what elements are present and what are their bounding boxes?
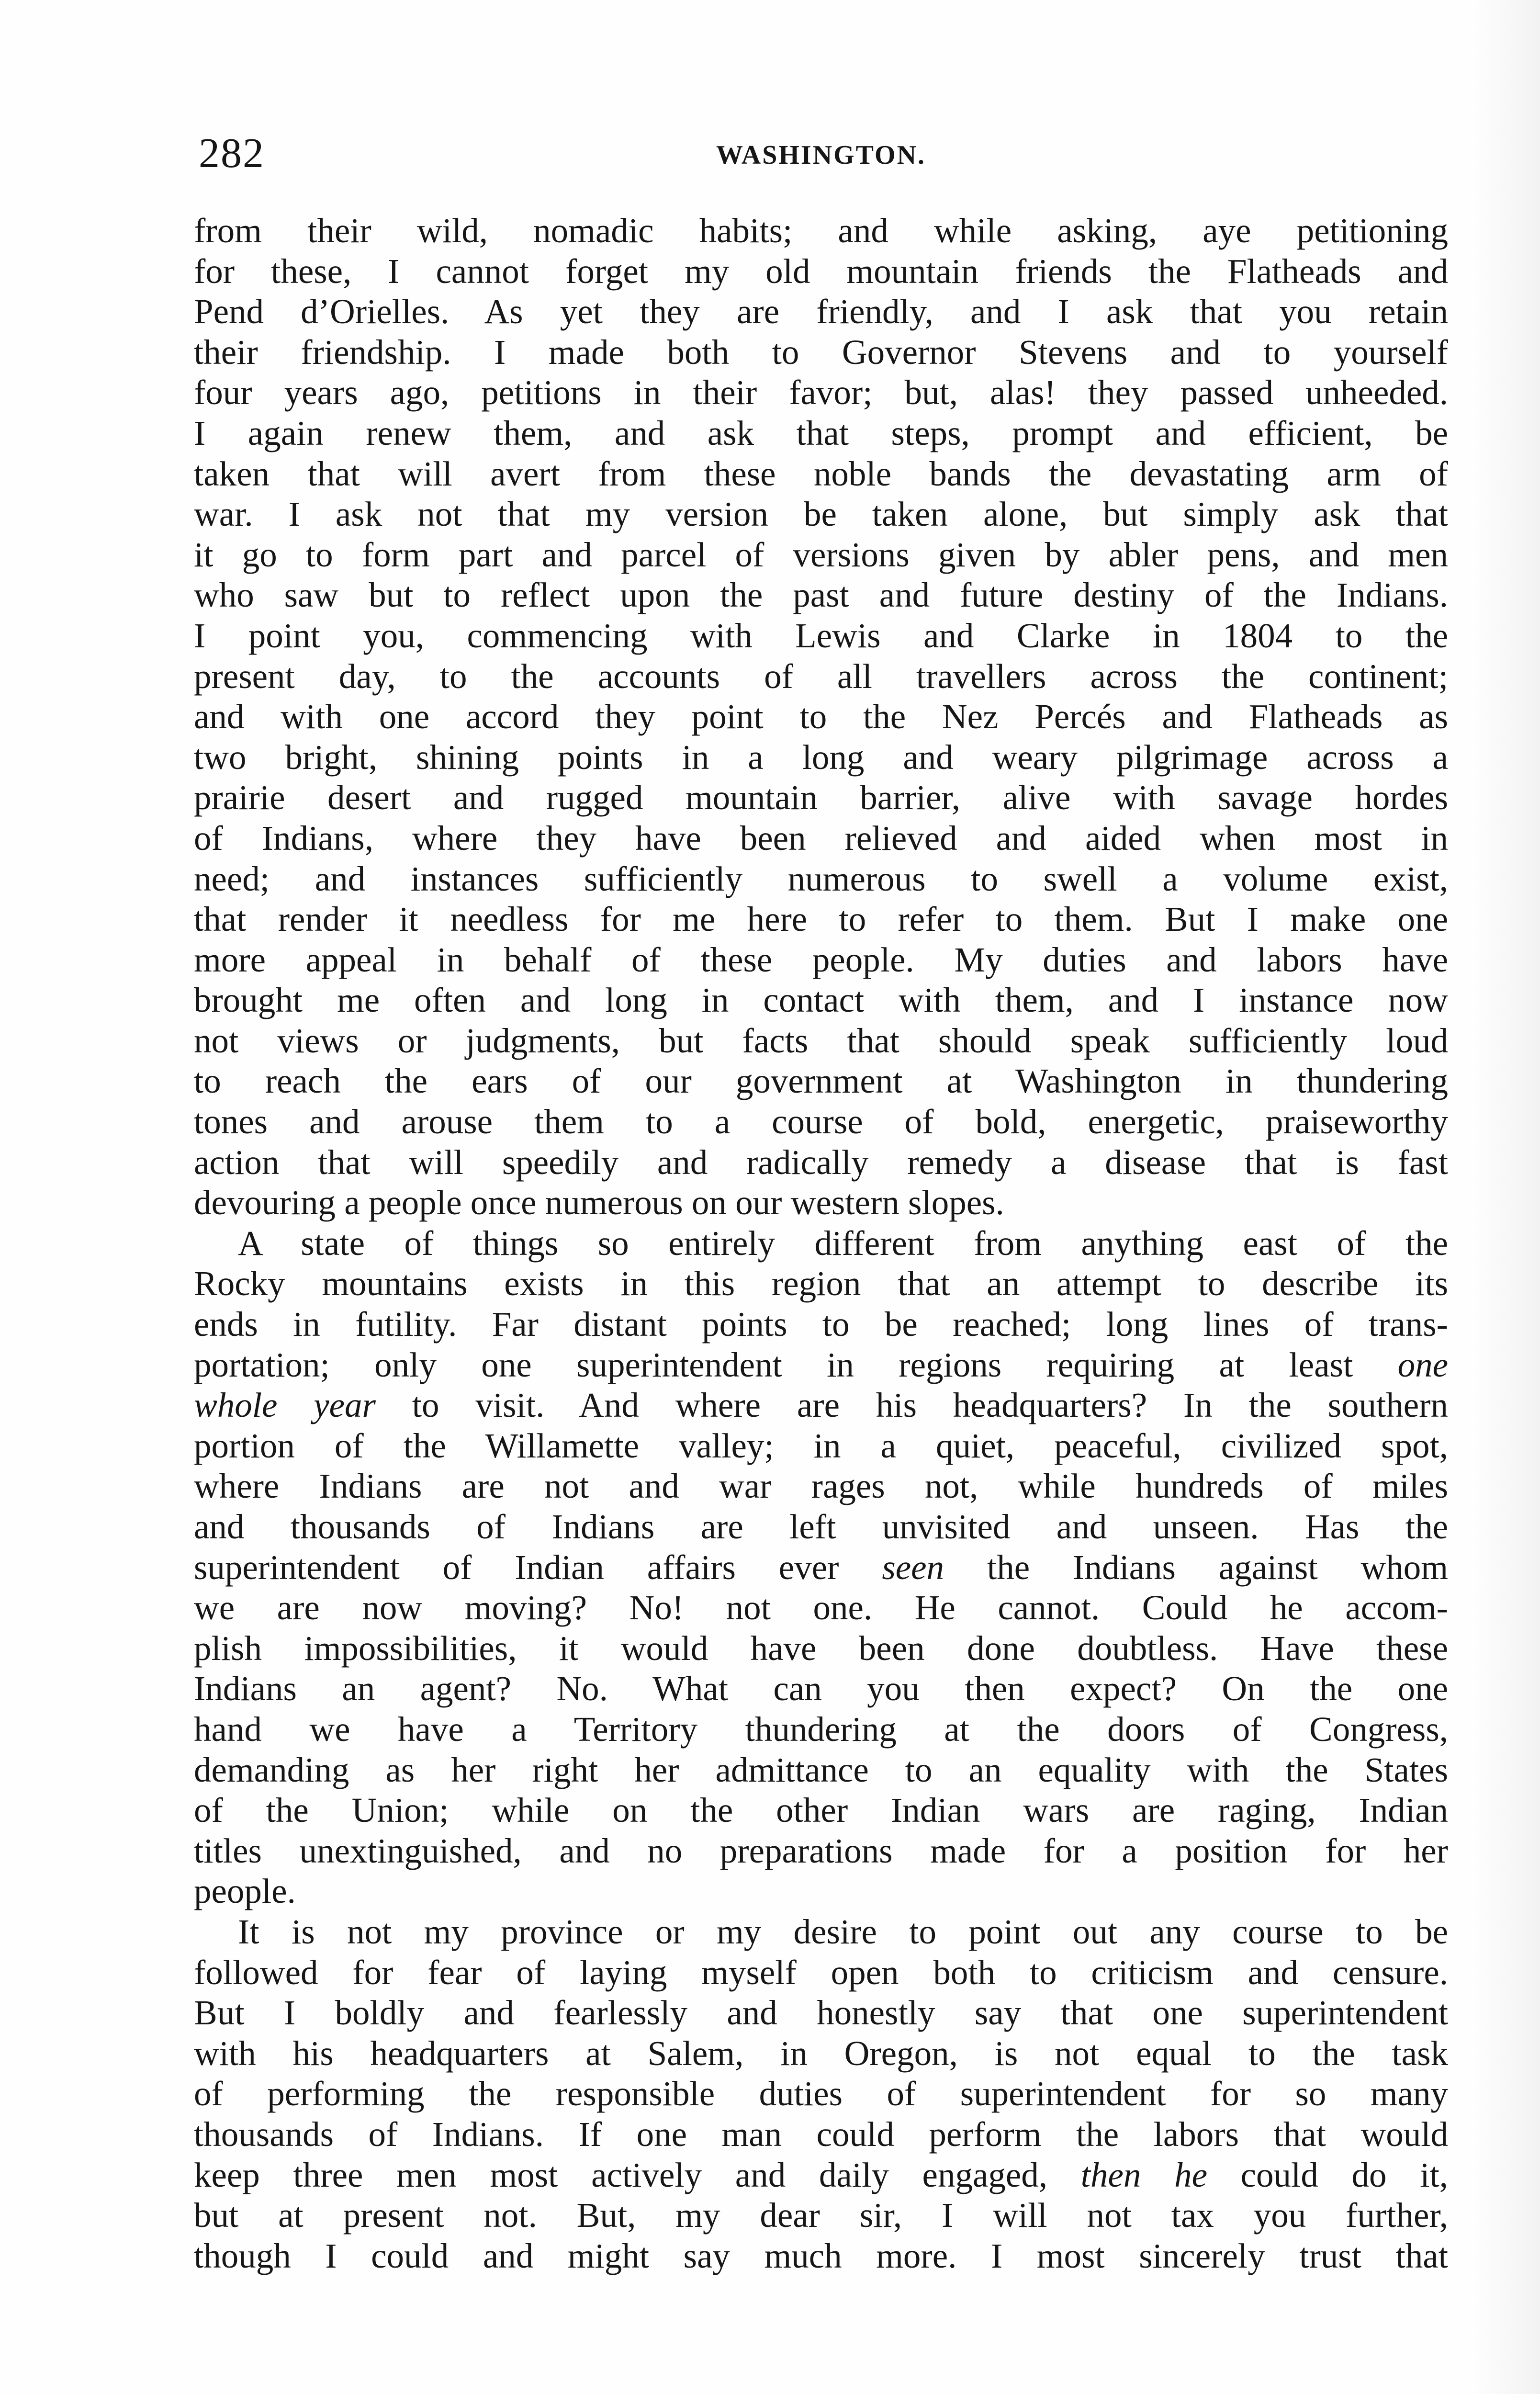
text-line: their friendship. I made both to Governor Stevens and to yourself	[194, 332, 1448, 372]
italic-fragment: then	[1080, 2155, 1141, 2194]
text-line: of Indians, where they have been relieved and aided when most in	[194, 818, 1448, 858]
page-header	[194, 129, 1448, 177]
text-line: thousands of Indians. If one man could perform the labors that would	[194, 2114, 1448, 2154]
italic-fragment: he	[1174, 2155, 1207, 2194]
text-line: for these, I cannot forget my old mountain friends the Flatheads and	[194, 251, 1448, 291]
text-line: brought me often and long in contact with them, and I instance now	[194, 981, 1448, 1020]
italic-fragment: whole year	[194, 1386, 376, 1425]
text-line: from their wild, nomadic habits; and while asking, aye petitioning	[194, 211, 1448, 250]
text-line: that render it needless for me here to refer to them. But I make one	[194, 900, 1448, 939]
text-line: we are now moving? No! not one. He cannot. Could he accom-	[194, 1588, 1448, 1627]
text-line: taken that will avert from these noble bands the devastating arm of	[194, 454, 1448, 493]
text-line: more appeal in behalf of these people. My duties and labors have	[194, 940, 1448, 979]
text-line	[194, 1345, 1448, 1386]
text-line: But I boldly and fearlessly and honestly say that one superintendent	[194, 1993, 1448, 2033]
text-line: present day, to the accounts of all travellers across the continent;	[194, 656, 1448, 696]
text-line: it go to form part and parcel of versions given by abler pens, and men	[194, 535, 1448, 574]
text-fragment: superintendent of Indian affairs ever	[194, 1547, 882, 1587]
text-line: four years ago, petitions in their favor; but, alas! they passed unheeded.	[194, 373, 1448, 412]
text-line: not views or judgments, but facts that should speak sufficiently loud	[194, 1021, 1448, 1060]
text-line: plish impossibilities, it would have been done doubtless. Have these	[194, 1628, 1448, 1668]
text-line: of the Union; while on the other Indian wars are raging, Indian	[194, 1791, 1448, 1830]
text-fragment	[1141, 2156, 1174, 2194]
text-line: to reach the ears of our government at Washington in thundering	[194, 1061, 1448, 1101]
text-line	[194, 1385, 1448, 1426]
page-number: 282	[199, 130, 265, 177]
text-line: two bright, shining points in a long and weary pilgrimage across a	[194, 737, 1448, 777]
text-fragment: the Indians against whom	[944, 1547, 1449, 1587]
text-line: who saw but to reflect upon the past and future destiny of the Indians.	[194, 576, 1448, 615]
text-line	[194, 2155, 1448, 2196]
text-line: I again renew them, and ask that steps, prompt and efficient, be	[194, 413, 1448, 452]
italic-fragment: seen	[882, 1547, 944, 1587]
text-line: where Indians are not and war rages not, while hundreds of miles	[194, 1467, 1448, 1506]
text-line: ends in futility. Far distant points to be reached; long lines of trans-	[194, 1305, 1448, 1344]
text-line: and with one accord they point to the Nez Percés and Flatheads as	[194, 697, 1448, 736]
text-fragment: portation; only one superintendent in regions requiring at least	[194, 1345, 1398, 1384]
text-line: Rocky mountains exists in this region that an attempt to describe its	[194, 1264, 1448, 1303]
text-line: war. I ask not that my version be taken alone, but simply ask that	[194, 495, 1448, 534]
text-line: though I could and might say much more. I most sincerely trust that	[194, 2236, 1448, 2275]
text-line: of performing the responsible duties of superintendent for so many	[194, 2074, 1448, 2113]
text-line: demanding as her right her admittance to an equality with the States	[194, 1750, 1448, 1789]
text-line: prairie desert and rugged mountain barrier, alive with savage hordes	[194, 778, 1448, 817]
text-line: with his headquarters at Salem, in Oregon, is not equal to the task	[194, 2033, 1448, 2073]
paragraph-end-line: people.	[194, 1872, 296, 1911]
text-line: hand we have a Territory thundering at the doors of Congress,	[194, 1709, 1448, 1749]
text-line: Pend d’Orielles. As yet they are friendly, and I ask that you retain	[194, 292, 1448, 331]
text-line	[194, 1547, 1448, 1588]
body-text	[194, 211, 1448, 2276]
italic-fragment: one	[1397, 1345, 1448, 1384]
paragraph-end-line: devouring a people once numerous on our western slopes.	[194, 1183, 1004, 1222]
paragraph-start-line: It is not my province or my desire to point out any course to be	[238, 1912, 1448, 1951]
paragraph-start-line: A state of things so entirely different from anything east of the	[238, 1223, 1448, 1263]
text-line: and thousands of Indians are left unvisited and unseen. Has the	[194, 1507, 1448, 1546]
page-edge-shadow	[1473, 0, 1540, 2394]
text-line: action that will speedily and radically remedy a disease that is fast	[194, 1142, 1448, 1182]
text-line: I point you, commencing with Lewis and Clarke in 1804 to the	[194, 616, 1448, 655]
text-line: need; and instances sufficiently numerous to swell a volume exist,	[194, 859, 1448, 898]
text-line: portion of the Willamette valley; in a quiet, peaceful, civilized spot,	[194, 1426, 1448, 1465]
text-fragment: could do it,	[1207, 2155, 1449, 2194]
running-title: WASHINGTON.	[716, 140, 926, 170]
text-fragment: keep three men most actively and daily engaged,	[194, 2155, 1081, 2194]
text-line: but at present not. But, my dear sir, I will not tax you further,	[194, 2196, 1448, 2235]
text-line: tones and arouse them to a course of bold, energetic, praiseworthy	[194, 1102, 1448, 1141]
text-line: Indians an agent? No. What can you then expect? On the one	[194, 1669, 1448, 1708]
text-line: followed for fear of laying myself open both to criticism and censure.	[194, 1953, 1448, 1992]
text-fragment: to visit. And where are his headquarters? In the southern	[375, 1386, 1448, 1425]
text-line: titles unextinguished, and no preparations made for a position for her	[194, 1831, 1448, 1870]
